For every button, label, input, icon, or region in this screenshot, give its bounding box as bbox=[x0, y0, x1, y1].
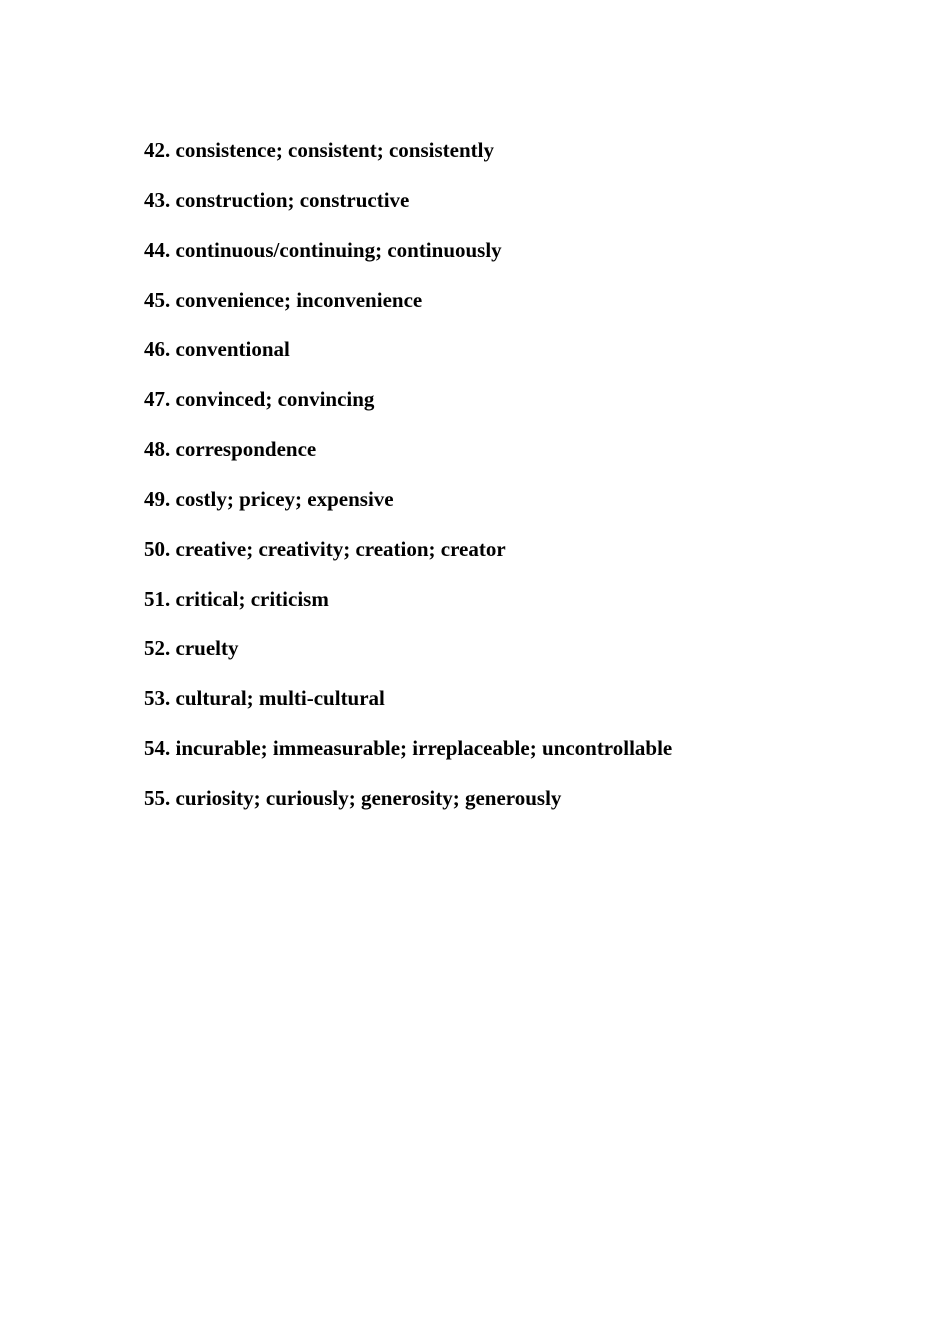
answer-item-46: 46. conventional bbox=[144, 337, 290, 362]
answer-item-43: 43. construction; constructive bbox=[144, 187, 410, 212]
answer-item-47: 47. convinced; convincing bbox=[144, 387, 375, 412]
answer-list bbox=[144, 136, 672, 834]
answer-item-51: 51. critical; criticism bbox=[144, 586, 329, 611]
answer-item-54: 54. incurable; immeasurable; irreplaceable; uncontrollable bbox=[144, 736, 673, 761]
answer-item-45: 45. convenience; inconvenience bbox=[144, 287, 423, 312]
answer-item-52: 52. cruelty bbox=[144, 636, 239, 661]
answer-item-53: 53. cultural; multi-cultural bbox=[144, 686, 385, 711]
answer-item-55: 55. curiosity; curiously; generosity; generously bbox=[144, 785, 562, 810]
answer-item-49: 49. costly; pricey; expensive bbox=[144, 486, 394, 511]
answer-item-44: 44. continuous/continuing; continuously bbox=[144, 237, 502, 262]
answer-item-42: 42. consistence; consistent; consistently bbox=[144, 138, 494, 162]
answer-item-50: 50. creative; creativity; creation; creator bbox=[144, 536, 506, 561]
answer-item-48: 48. correspondence bbox=[144, 437, 317, 462]
